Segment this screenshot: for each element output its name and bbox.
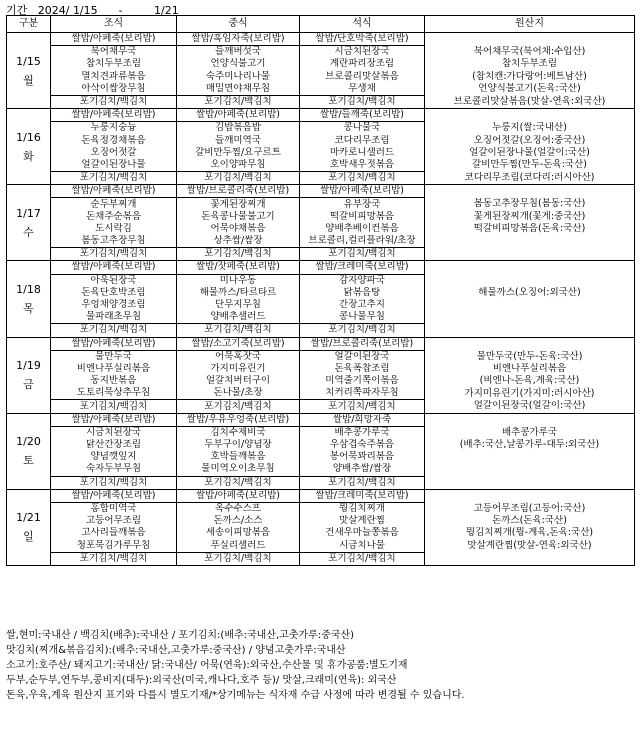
menu-row [7, 413, 635, 426]
menu-row [7, 58, 635, 70]
breakfast-item: 봄동고추장무침 [51, 235, 177, 248]
dinner-item: 얼갈이된장국 [300, 350, 425, 363]
origin-item [425, 451, 635, 463]
menu-row [7, 463, 635, 476]
origin-item [425, 476, 635, 489]
day-label: 1/18 목 [7, 261, 51, 337]
lunch-item: 물미역오이초무침 [177, 463, 300, 476]
breakfast-item: 쌀밥/아페죽(보리밥) [51, 337, 177, 350]
lunch-item: 숙주미나리나물 [177, 71, 300, 83]
breakfast-item: 쌀밥/아페죽(보리밥) [51, 489, 177, 502]
lunch-item: 들깨미역국 [177, 135, 300, 147]
day-label: 1/21 일 [7, 489, 51, 565]
breakfast-item: 돈육단호박조림 [51, 287, 177, 299]
dinner-item: 포기김치/백김치 [300, 172, 425, 185]
breakfast-item: 비엔나푸실리볶음 [51, 363, 177, 375]
menu-row [7, 159, 635, 172]
origin-item [425, 324, 635, 337]
origin-note: 두부,순두부,연두부,콩비지(대두):외국산(미국,캐나다,호주 등)/ 맛살,크래미(연육): 외국산 [6, 675, 397, 686]
breakfast-item: 물파래초무침 [51, 311, 177, 324]
dinner-item: 쌀밥/크레미죽(보리밥) [300, 261, 425, 274]
breakfast-item: 아욱된장국 [51, 274, 177, 287]
menu-row [7, 198, 635, 211]
origin-item: (참치캔:가다랑어:베트남산) [425, 71, 635, 83]
menu-row [7, 122, 635, 135]
menu-row [7, 46, 635, 59]
breakfast-item: 포기김치/백김치 [51, 95, 177, 108]
breakfast-item: 홍합미역국 [51, 502, 177, 515]
lunch-item: 단무지무침 [177, 299, 300, 311]
lunch-item: 돈육콩나물불고기 [177, 211, 300, 223]
dinner-item: 무생채 [300, 83, 425, 96]
origin-item: 누룽지(쌀:국내산) [425, 122, 635, 135]
breakfast-item: 양념깻잎지 [51, 451, 177, 463]
breakfast-item: 물만두국 [51, 350, 177, 363]
lunch-item: 쌀밥/소고기죽(보리밥) [177, 337, 300, 350]
day-label: 1/19 금 [7, 337, 51, 413]
menu-row [7, 83, 635, 96]
lunch-item: 쌀밥/아페죽(보리밥) [177, 109, 300, 122]
menu-row [7, 261, 635, 274]
lunch-item: 해물까스/타르타르 [177, 287, 300, 299]
breakfast-item: 오징어젓갈 [51, 147, 177, 159]
lunch-item: 세송이피망볶음 [177, 527, 300, 539]
origin-item [425, 235, 635, 248]
menu-row [7, 109, 635, 122]
origin-item: 얼갈이된장나물(얼갈이:국산) [425, 147, 635, 159]
origin-note: 돈육,우육,계육 원산지 표기와 다를시 별도기재/*상기메뉴는 식자재 수급 사정에 따라 변경될 수 있습니다. [6, 690, 465, 701]
dinner-item: 배추콩가루국 [300, 426, 425, 439]
origin-item: 브로콜리맛살볶음(맛살-연육:외국산) [425, 95, 635, 108]
dinner-item: 맛살계란찜 [300, 515, 425, 527]
origin-item [425, 261, 635, 274]
origin-item: 뭥김치찌개(뭥-계육,돈육:국산) [425, 527, 635, 539]
dinner-item: 우삼겹숙주볶음 [300, 439, 425, 451]
lunch-item: 언양식불고기 [177, 58, 300, 70]
breakfast-item: 포기김치/백김치 [51, 172, 177, 185]
breakfast-item: 참치두부조림 [51, 58, 177, 70]
lunch-item: 어묵혹잣국 [177, 350, 300, 363]
menu-row [7, 502, 635, 515]
menu-row [7, 311, 635, 324]
menu-row [7, 33, 635, 46]
dinner-item: 건새우마늘쫑볶음 [300, 527, 425, 539]
origin-item [425, 299, 635, 311]
breakfast-item: 시금치된장국 [51, 426, 177, 439]
lunch-item: 포기김치/백김치 [177, 248, 300, 261]
origin-item: 맛살계란찜(맛살-연육:외국산) [425, 540, 635, 553]
lunch-item: 포기김치/백김치 [177, 400, 300, 413]
lunch-item: 포기김치/백김치 [177, 324, 300, 337]
dinner-item: 닭볶음탕 [300, 287, 425, 299]
origin-item: 고등어무조림(고등어:국산) [425, 502, 635, 515]
lunch-item: 오이양파무침 [177, 159, 300, 172]
breakfast-item: 순두부찌개 [51, 198, 177, 211]
lunch-item: 돈까스/소스 [177, 515, 300, 527]
origin-item: 참치두부조림 [425, 58, 635, 70]
breakfast-item: 돈육정경채볶음 [51, 135, 177, 147]
breakfast-item: 도토리묵상추무침 [51, 387, 177, 400]
breakfast-item: 누룽지숭늉 [51, 122, 177, 135]
breakfast-item: 고등어무조림 [51, 515, 177, 527]
dinner-item: 치커리쪽파자무침 [300, 387, 425, 400]
lunch-item: 포기김치/백김치 [177, 552, 300, 565]
dinner-item: 계란파리장조림 [300, 58, 425, 70]
menu-row [7, 147, 635, 159]
dinner-item: 콩나물무침 [300, 311, 425, 324]
origin-item [425, 463, 635, 476]
origin-item: (비엔나-돈육,계육:국산) [425, 375, 635, 387]
dinner-item: 시금치된장국 [300, 46, 425, 59]
menu-row [7, 476, 635, 489]
lunch-item: 돈나물/초장 [177, 387, 300, 400]
lunch-item: 상추쌈/쌈장 [177, 235, 300, 248]
origin-note: 맛김치(찌개&볶음김치):(배추:국내산,고춧가루:중국산) / 양념고춧가루:국내산 [6, 645, 346, 656]
origin-item: 북어채무국(북어채:수입산) [425, 46, 635, 59]
lunch-item: 쌀밥/흑임자죽(보리밥) [177, 33, 300, 46]
menu-row [7, 274, 635, 287]
menu-row [7, 489, 635, 502]
dinner-item: 쌀밥/브로콜리죽(보리밥) [300, 337, 425, 350]
dinner-item: 쌀밥/크레미죽(보리밥) [300, 489, 425, 502]
breakfast-item: 포기김치/백김치 [51, 400, 177, 413]
lunch-item: 쌀밥/우유우엉죽(보리밥) [177, 413, 300, 426]
dinner-item: 마카로니샐러드 [300, 147, 425, 159]
lunch-item: 옥수수스프 [177, 502, 300, 515]
dinner-item: 포기김치/백김치 [300, 476, 425, 489]
origin-item [425, 337, 635, 350]
menu-row [7, 223, 635, 235]
breakfast-item: 포기김치/백김치 [51, 476, 177, 489]
menu-row [7, 515, 635, 527]
origin-item: 꽃게된장찌개(꽃게:중국산) [425, 211, 635, 223]
day-label: 1/17 수 [7, 185, 51, 261]
dinner-item: 쌀밥/들깨죽(보리밥) [300, 109, 425, 122]
origin-note: 쌀,현미:국내산 / 백김치(배추):국내산 / 포기김치:(배추:국내산,고춧가루:중국산) [6, 630, 355, 641]
dinner-item: 뭥김치찌개 [300, 502, 425, 515]
breakfast-item: 포기김치/백김치 [51, 552, 177, 565]
menu-row [7, 135, 635, 147]
origin-item [425, 489, 635, 502]
dinner-item: 감자양파국 [300, 274, 425, 287]
menu-row [7, 363, 635, 375]
menu-row [7, 235, 635, 248]
menu-row [7, 337, 635, 350]
menu-row [7, 527, 635, 539]
lunch-item: 김치수제비국 [177, 426, 300, 439]
dinner-item: 쌀밥/아페죽(보리밥) [300, 185, 425, 198]
menu-row [7, 400, 635, 413]
lunch-item: 호박들깨볶음 [177, 451, 300, 463]
lunch-item: 가지미유린기 [177, 363, 300, 375]
menu-row [7, 211, 635, 223]
origin-item: 언양식불고기(돈육:국산) [425, 83, 635, 96]
origin-item: 돈까스(돈육:국산) [425, 515, 635, 527]
breakfast-item: 돈채주순볶음 [51, 211, 177, 223]
dinner-item: 시금치나물 [300, 540, 425, 553]
origin-item [425, 248, 635, 261]
lunch-item: 쌀밥/브로콜리죽(보리밥) [177, 185, 300, 198]
lunch-item: 꽃게된장찌개 [177, 198, 300, 211]
breakfast-item: 쌀밥/아페죽(보리밥) [51, 185, 177, 198]
dinner-item: 포기김치/백김치 [300, 400, 425, 413]
breakfast-item: 고사리들깨볶음 [51, 527, 177, 539]
menu-row [7, 287, 635, 299]
dinner-item: 브로콜리,컬리플라워/초장 [300, 235, 425, 248]
menu-row [7, 426, 635, 439]
breakfast-item: 쌀밥/아페죽(보리밥) [51, 109, 177, 122]
dinner-item: 포기김치/백김치 [300, 552, 425, 565]
origin-item [425, 185, 635, 198]
day-label: 1/15 월 [7, 33, 51, 109]
origin-item: (배추:국산,날콩가루-대두:외국산) [425, 439, 635, 451]
origin-item [425, 33, 635, 46]
dinner-item: 봉어묵꽈리볶음 [300, 451, 425, 463]
menu-row [7, 95, 635, 108]
origin-item [425, 552, 635, 565]
menu-row [7, 540, 635, 553]
breakfast-item: 쌀밥/아페죽(보리밥) [51, 261, 177, 274]
lunch-item: 포기김치/백김치 [177, 172, 300, 185]
origin-note: 소고기:호주산/ 돼지고기:국내산/ 닭:국내산/ 어묵(연육):외국산,수산물 및 휴가공품:별도기재 [6, 660, 408, 671]
menu-period: 기간 2024/ 1/15 - 1/21 [6, 4, 179, 17]
lunch-item: 미나우동 [177, 274, 300, 287]
breakfast-item: 우엉채양경조림 [51, 299, 177, 311]
lunch-item: 포기김치/백김치 [177, 95, 300, 108]
breakfast-item: 쌀밥/아페죽(보리밥) [51, 413, 177, 426]
origin-notes [6, 628, 634, 703]
dinner-item: 포기김치/백김치 [300, 95, 425, 108]
origin-item: 비엔나푸실리볶음 [425, 363, 635, 375]
origin-item: 갈비만두찜(만두-돈육:국산) [425, 159, 635, 172]
dinner-item: 쌀밥/희망자죽 [300, 413, 425, 426]
origin-item: 물만두국(만두-돈육:국산) [425, 350, 635, 363]
header-dinner: 석식 [300, 16, 425, 33]
menu-row [7, 552, 635, 565]
menu-row [7, 324, 635, 337]
lunch-item: 쌀밥/아페죽(보리밥) [177, 489, 300, 502]
menu-row [7, 350, 635, 363]
origin-item: 가지미유린기(가지미:러시아산) [425, 387, 635, 400]
origin-item [425, 274, 635, 287]
origin-item: 배추콩가루국 [425, 426, 635, 439]
menu-row [7, 248, 635, 261]
header-origin: 원산지 [425, 16, 635, 33]
menu-row [7, 387, 635, 400]
origin-item: 얼갈이된장국(얼갈이:국산) [425, 400, 635, 413]
dinner-item: 유부장국 [300, 198, 425, 211]
menu-row [7, 375, 635, 387]
lunch-item: 갈비만두찜/요구르트 [177, 147, 300, 159]
origin-item: 오징어젓갈(오징어:중국산) [425, 135, 635, 147]
breakfast-item: 북어채무국 [51, 46, 177, 59]
lunch-item: 매밀면야채무침 [177, 83, 300, 96]
breakfast-item: 청포묵김가루무침 [51, 540, 177, 553]
menu-row [7, 451, 635, 463]
dinner-item: 포기김치/백김치 [300, 324, 425, 337]
lunch-item: 두부구이/양념장 [177, 439, 300, 451]
lunch-item: 얼갈치버터구이 [177, 375, 300, 387]
breakfast-item: 포기김치/백김치 [51, 324, 177, 337]
origin-item: 봄동고추장무침(봄동:국산) [425, 198, 635, 211]
origin-item [425, 413, 635, 426]
dinner-item: 콩나물국 [300, 122, 425, 135]
lunch-item: 어묵야채볶음 [177, 223, 300, 235]
breakfast-item: 포기김치/백김치 [51, 248, 177, 261]
header-category: 구분 [7, 16, 51, 33]
dinner-item: 브로콜리맛살볶음 [300, 71, 425, 83]
dinner-item: 코다리무조림 [300, 135, 425, 147]
menu-row [7, 71, 635, 83]
menu-row [7, 185, 635, 198]
header-breakfast: 조식 [51, 16, 177, 33]
dinner-item: 호박새우젓볶음 [300, 159, 425, 172]
dinner-item: 떡갈비피망볶음 [300, 211, 425, 223]
header-row [7, 16, 635, 33]
breakfast-item: 쌀밥/아페죽(보리밥) [51, 33, 177, 46]
origin-item: 떡갈비피망볶음(돈육:국산) [425, 223, 635, 235]
dinner-item: 쌀밥/단호박죽(보리밥) [300, 33, 425, 46]
header-lunch: 중식 [177, 16, 300, 33]
lunch-item: 양배추샐러드 [177, 311, 300, 324]
menu-row [7, 299, 635, 311]
menu-row [7, 172, 635, 185]
breakfast-item: 닭산간장조림 [51, 439, 177, 451]
dinner-item: 미역줄기쪽이볶음 [300, 375, 425, 387]
menu-row [7, 439, 635, 451]
origin-item: 해물까스(오징어:외국산) [425, 287, 635, 299]
origin-item: 코다리무조림(코다리:러시아산) [425, 172, 635, 185]
breakfast-item: 얼갈이된장나물 [51, 159, 177, 172]
dinner-item: 양배추베이컨볶음 [300, 223, 425, 235]
dinner-item: 돈육폭찹조림 [300, 363, 425, 375]
dinner-item: 간장고추지 [300, 299, 425, 311]
breakfast-item: 동지반볶음 [51, 375, 177, 387]
origin-item [425, 109, 635, 122]
breakfast-item: 아삭이쌈장무침 [51, 83, 177, 96]
day-label: 1/16 화 [7, 109, 51, 185]
lunch-item: 쌀밥/잣페죽(보리밥) [177, 261, 300, 274]
day-label: 1/20 토 [7, 413, 51, 489]
lunch-item: 김밥볶음밥 [177, 122, 300, 135]
origin-item [425, 311, 635, 324]
lunch-item: 포기김치/백김치 [177, 476, 300, 489]
breakfast-item: 숙자두부무침 [51, 463, 177, 476]
lunch-item: 들깨버섯국 [177, 46, 300, 59]
dinner-item: 양배추쌈/쌈장 [300, 463, 425, 476]
dinner-item: 포기김치/백김치 [300, 248, 425, 261]
breakfast-item: 멸치견과류볶음 [51, 71, 177, 83]
weekly-menu-table [6, 15, 635, 566]
breakfast-item: 도시락김 [51, 223, 177, 235]
lunch-item: 푸실리샐러드 [177, 540, 300, 553]
